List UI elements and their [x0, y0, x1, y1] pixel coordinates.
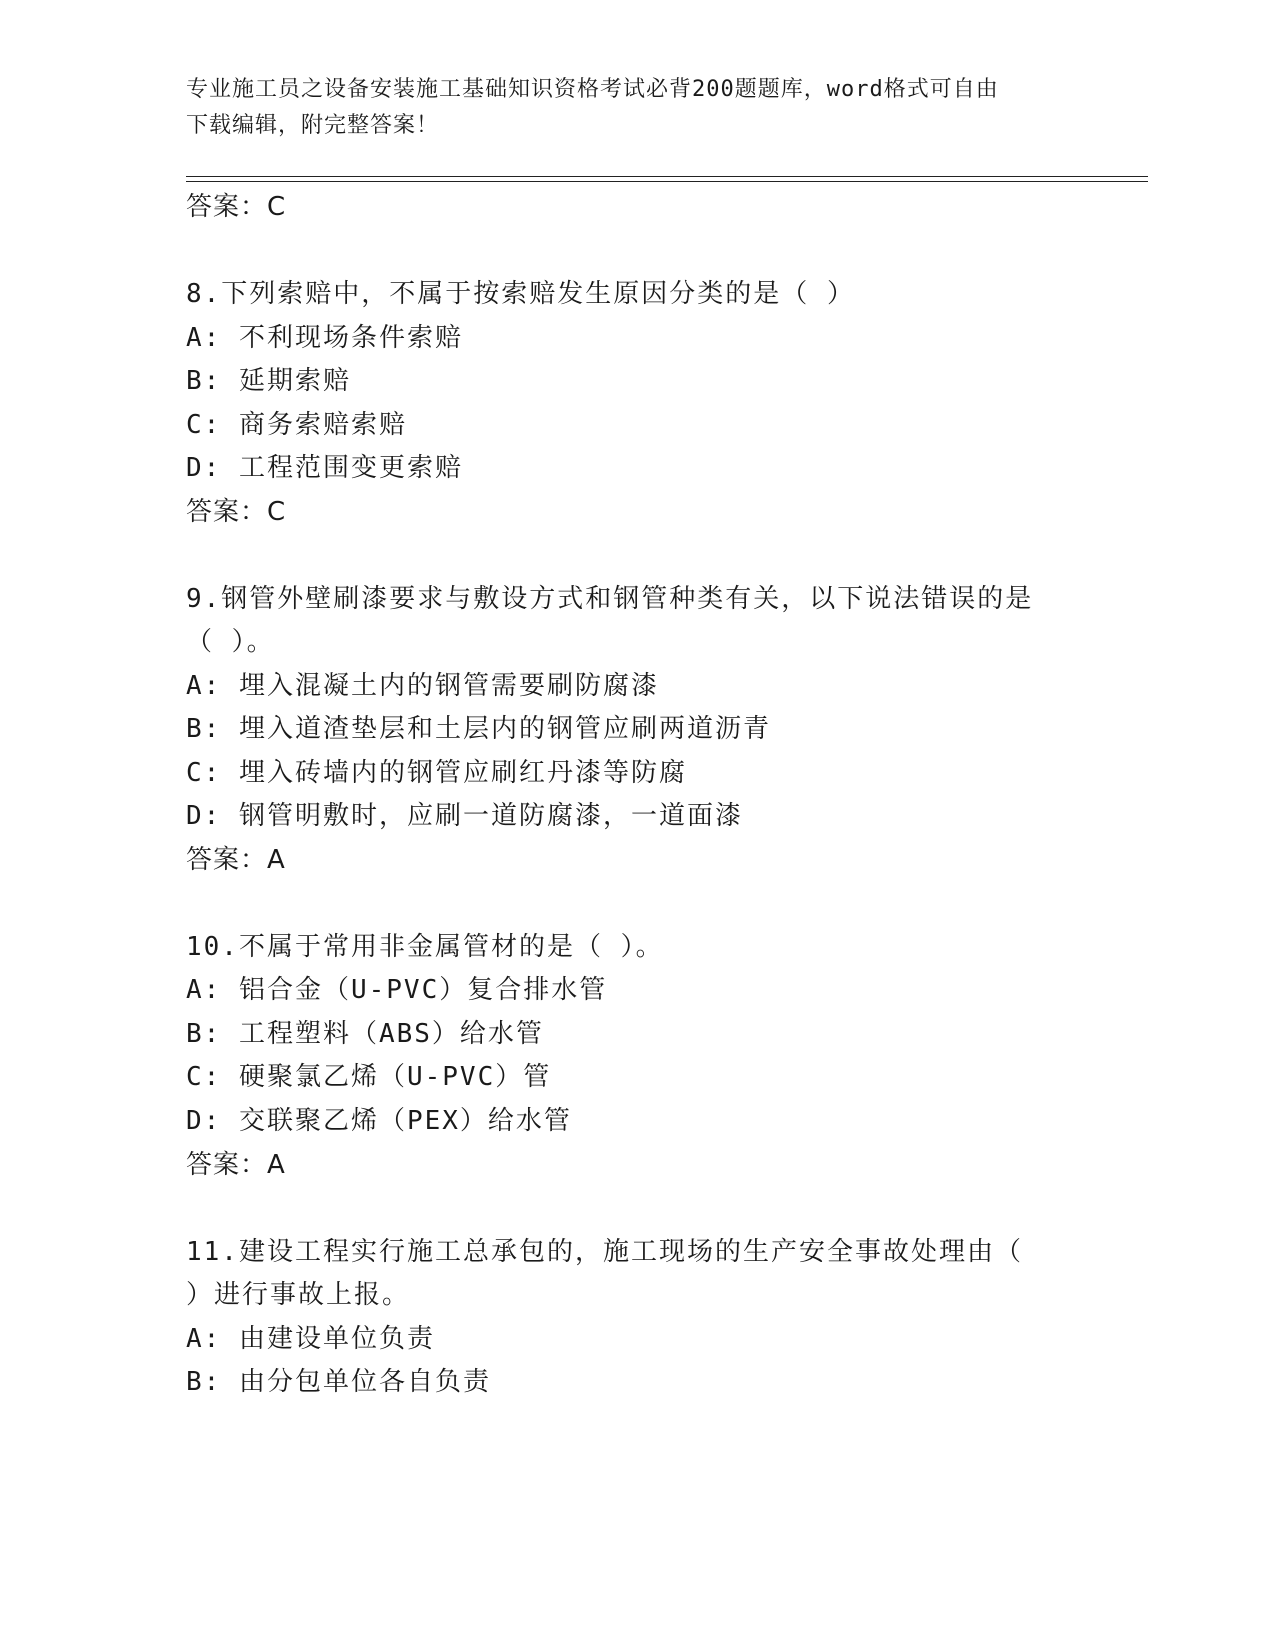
question-10-option-d: D: 交联聚乙烯（PEX）给水管 — [186, 1106, 572, 1136]
question-11-stem-line-2: ）进行事故上报。 — [186, 1280, 411, 1310]
question-9-option-b: B: 埋入道渣垫层和土层内的钢管应刷两道沥青 — [186, 714, 771, 744]
header-divider-bottom — [186, 181, 1148, 182]
question-8-option-a: A: 不利现场条件索赔 — [186, 323, 463, 353]
document-header — [186, 72, 1086, 144]
question-10-stem: 10.不属于常用非金属管材的是（ ）。 — [186, 932, 664, 962]
question-9-answer: 答案：A — [186, 845, 286, 875]
question-9-option-c: C: 埋入砖墙内的钢管应刷红丹漆等防腐 — [186, 758, 687, 788]
question-9-stem-line-1: 9.钢管外壁刷漆要求与敷设方式和钢管种类有关，以下说法错误的是 — [186, 584, 1034, 614]
question-11-option-b: B: 由分包单位各自负责 — [186, 1367, 491, 1397]
question-8-option-d: D: 工程范围变更索赔 — [186, 453, 463, 483]
question-8-option-c: C: 商务索赔索赔 — [186, 410, 407, 440]
previous-answer: 答案：C — [186, 192, 287, 222]
header-line-1: 专业施工员之设备安装施工基础知识资格考试必背200题题库，word格式可自由 — [186, 77, 999, 102]
question-8-option-b: B: 延期索赔 — [186, 366, 351, 396]
question-8-answer: 答案：C — [186, 497, 287, 527]
header-line-2: 下载编辑，附完整答案！ — [186, 113, 440, 138]
question-10-option-b: B: 工程塑料（ABS）给水管 — [186, 1019, 544, 1049]
question-11-stem-line-1: 11.建设工程实行施工总承包的，施工现场的生产安全事故处理由（ — [186, 1237, 1023, 1267]
question-9-stem-line-2: （ ）。 — [186, 627, 275, 657]
question-11-option-a: A: 由建设单位负责 — [186, 1324, 435, 1354]
question-10-answer: 答案：A — [186, 1150, 286, 1180]
question-9-option-a: A: 埋入混凝土内的钢管需要刷防腐漆 — [186, 671, 659, 701]
question-10-option-c: C: 硬聚氯乙烯（U-PVC）管 — [186, 1062, 552, 1092]
header-divider-top — [186, 176, 1148, 177]
question-8-stem: 8.下列索赔中，不属于按索赔发生原因分类的是（ ） — [186, 279, 855, 309]
question-9-option-d: D: 钢管明敷时，应刷一道防腐漆，一道面漆 — [186, 801, 743, 831]
question-10-option-a: A: 铝合金（U-PVC）复合排水管 — [186, 975, 608, 1005]
